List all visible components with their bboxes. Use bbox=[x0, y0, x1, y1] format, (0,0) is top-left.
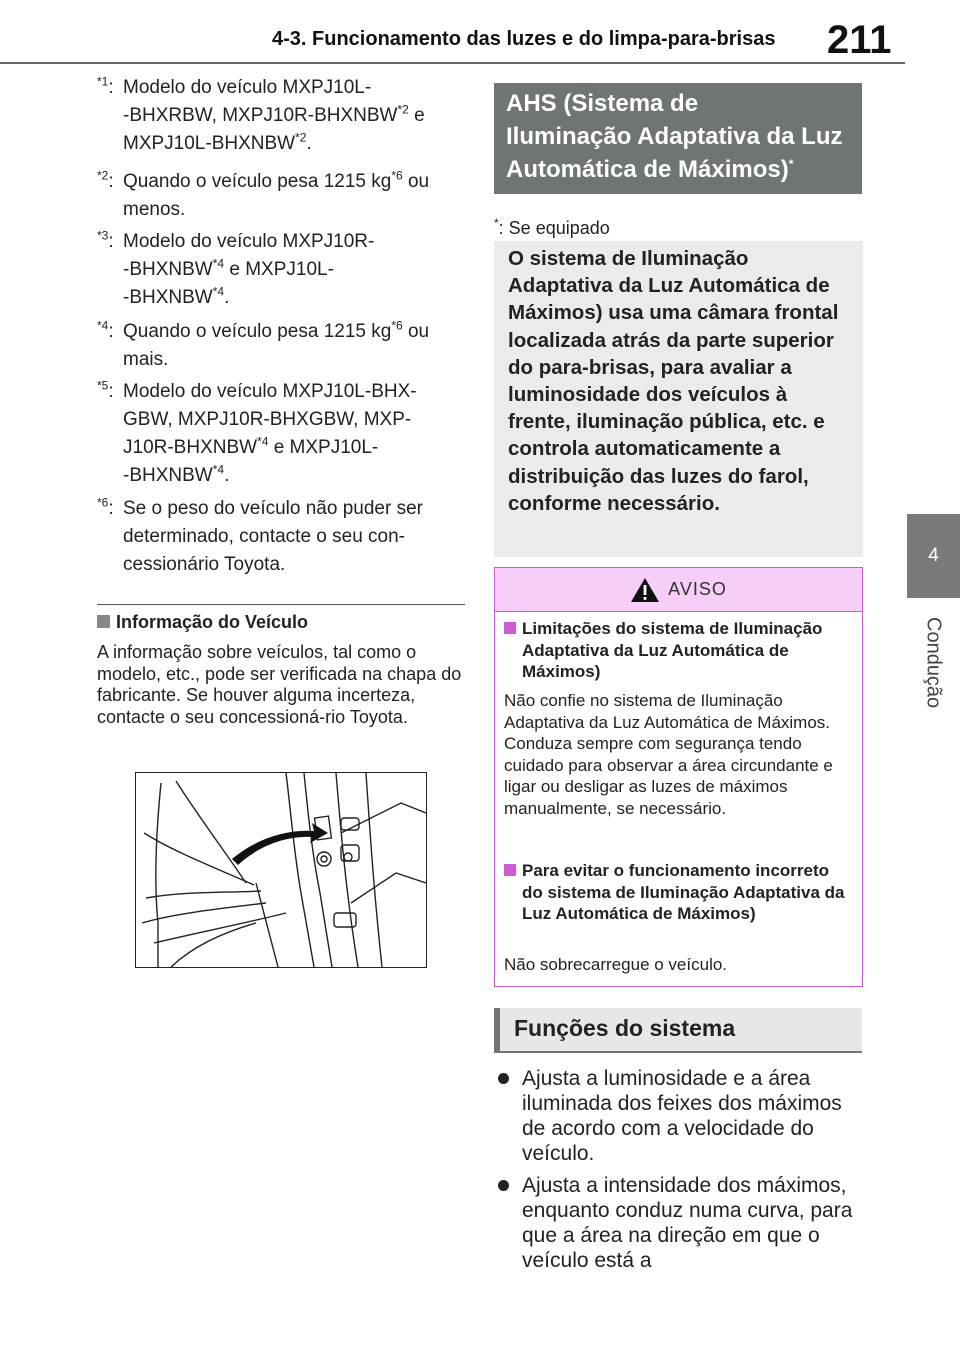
footnote-6: $^{*6}$: Se o peso do veículo não puder ser determinado, contacte o seu con- cessionário Toyota. bbox=[97, 495, 423, 575]
warning-item-1-text: Não confie no sistema de Iluminação Adaptativa da Luz Automática de Máximos. Conduza sempre com segurança tendo cuidado para observar a área circundante e ligar ou desligar as luzes de máximos manualmente, se necessário. bbox=[504, 691, 833, 818]
warning-box bbox=[494, 567, 863, 987]
warning-item-2-title: Para evitar o funcionamento incorreto do sistema de Iluminação Adaptativa da Luz Automática de Máximos) bbox=[504, 860, 849, 925]
warning-header bbox=[495, 568, 862, 612]
vehicle-plate-illustration bbox=[135, 772, 427, 968]
page-header-title: 4-3. Funcionamento das luzes e do limpa-para-brisas bbox=[272, 28, 776, 50]
door-pillar-drawing bbox=[136, 773, 426, 967]
chapter-tab-number: 4 bbox=[907, 514, 960, 598]
section-divider bbox=[97, 604, 465, 605]
footnote-1: $^{*1}$: Modelo do veículo MXPJ10L- -BHXRBW, MXPJ10R-BHXNBW$^{*2}$ e MXPJ10L-BHXNBW$^{*2}$. bbox=[97, 74, 425, 154]
bullet-dot-icon bbox=[498, 1180, 509, 1191]
warning-item-2-text: Não sobrecarregue o veículo. bbox=[504, 955, 728, 974]
function-bullet-1: Ajusta a luminosidade e a área iluminada dos feixes dos máximos de acordo com a velocidade do veículo. bbox=[494, 1066, 864, 1166]
warning-label: AVISO bbox=[668, 579, 727, 599]
page-number: 211 bbox=[827, 18, 892, 62]
footnote-3: $^{*3}$: Modelo do veículo MXPJ10R- -BHXNBW$^{*4}$ e MXPJ10L- -BHXNBW$^{*4}$. bbox=[97, 228, 375, 308]
chapter-tab-label: Condução bbox=[922, 617, 945, 709]
function-bullet-2: Ajusta a intensidade dos máximos, enquanto conduz numa curva, para que a área na direção em que o veículo está a bbox=[494, 1173, 864, 1273]
bullet-dot-icon bbox=[498, 1073, 509, 1084]
footnote-5: $^{*5}$: Modelo do veículo MXPJ10L-BHX- GBW, MXPJ10R-BHXGBW, MXP- J10R-BHXNBW$^{*4}$ e MXPJ10L- -BHXNBW$^{*4}$. bbox=[97, 378, 417, 486]
functions-heading: Funções do sistema bbox=[494, 1008, 862, 1053]
footnote-4: $^{*4}$: Quando o veículo pesa 1215 $kg^{*6}$ ou mais. bbox=[97, 318, 430, 370]
equipment-note: *: Se equipado bbox=[494, 216, 610, 238]
ahs-section-heading: AHS (Sistema de Iluminação Adaptativa da Luz Automática de Máximos)* bbox=[494, 83, 862, 194]
header-divider bbox=[0, 62, 905, 64]
info-paragraph: A informação sobre veículos, tal como o modelo, etc., pode ser verificada na chapa do fabricante. Se houver alguma incerteza, contacte o seu concessioná-rio Toyota. bbox=[97, 642, 462, 727]
info-heading: Informação do Veículo bbox=[97, 612, 308, 633]
ahs-summary-box: O sistema de Iluminação Adaptativa da Luz Automática de Máximos) usa uma câmara frontal localizada atrás da parte superior do para-brisas, para avaliar a luminosidade dos veículos à frente, iluminação pública, etc. e controla automaticamente a distribuição das luzes do farol, conforme necessário. bbox=[494, 241, 863, 557]
warning-item-1-title: Limitações do sistema de Iluminação Adaptativa da Luz Automática de Máximos) bbox=[504, 618, 849, 683]
square-bullet-icon bbox=[97, 615, 110, 628]
warning-triangle-icon bbox=[630, 577, 660, 603]
footnote-2: $^{*2}$: Quando o veículo pesa 1215 $kg^{*6}$ ou menos. bbox=[97, 168, 430, 220]
